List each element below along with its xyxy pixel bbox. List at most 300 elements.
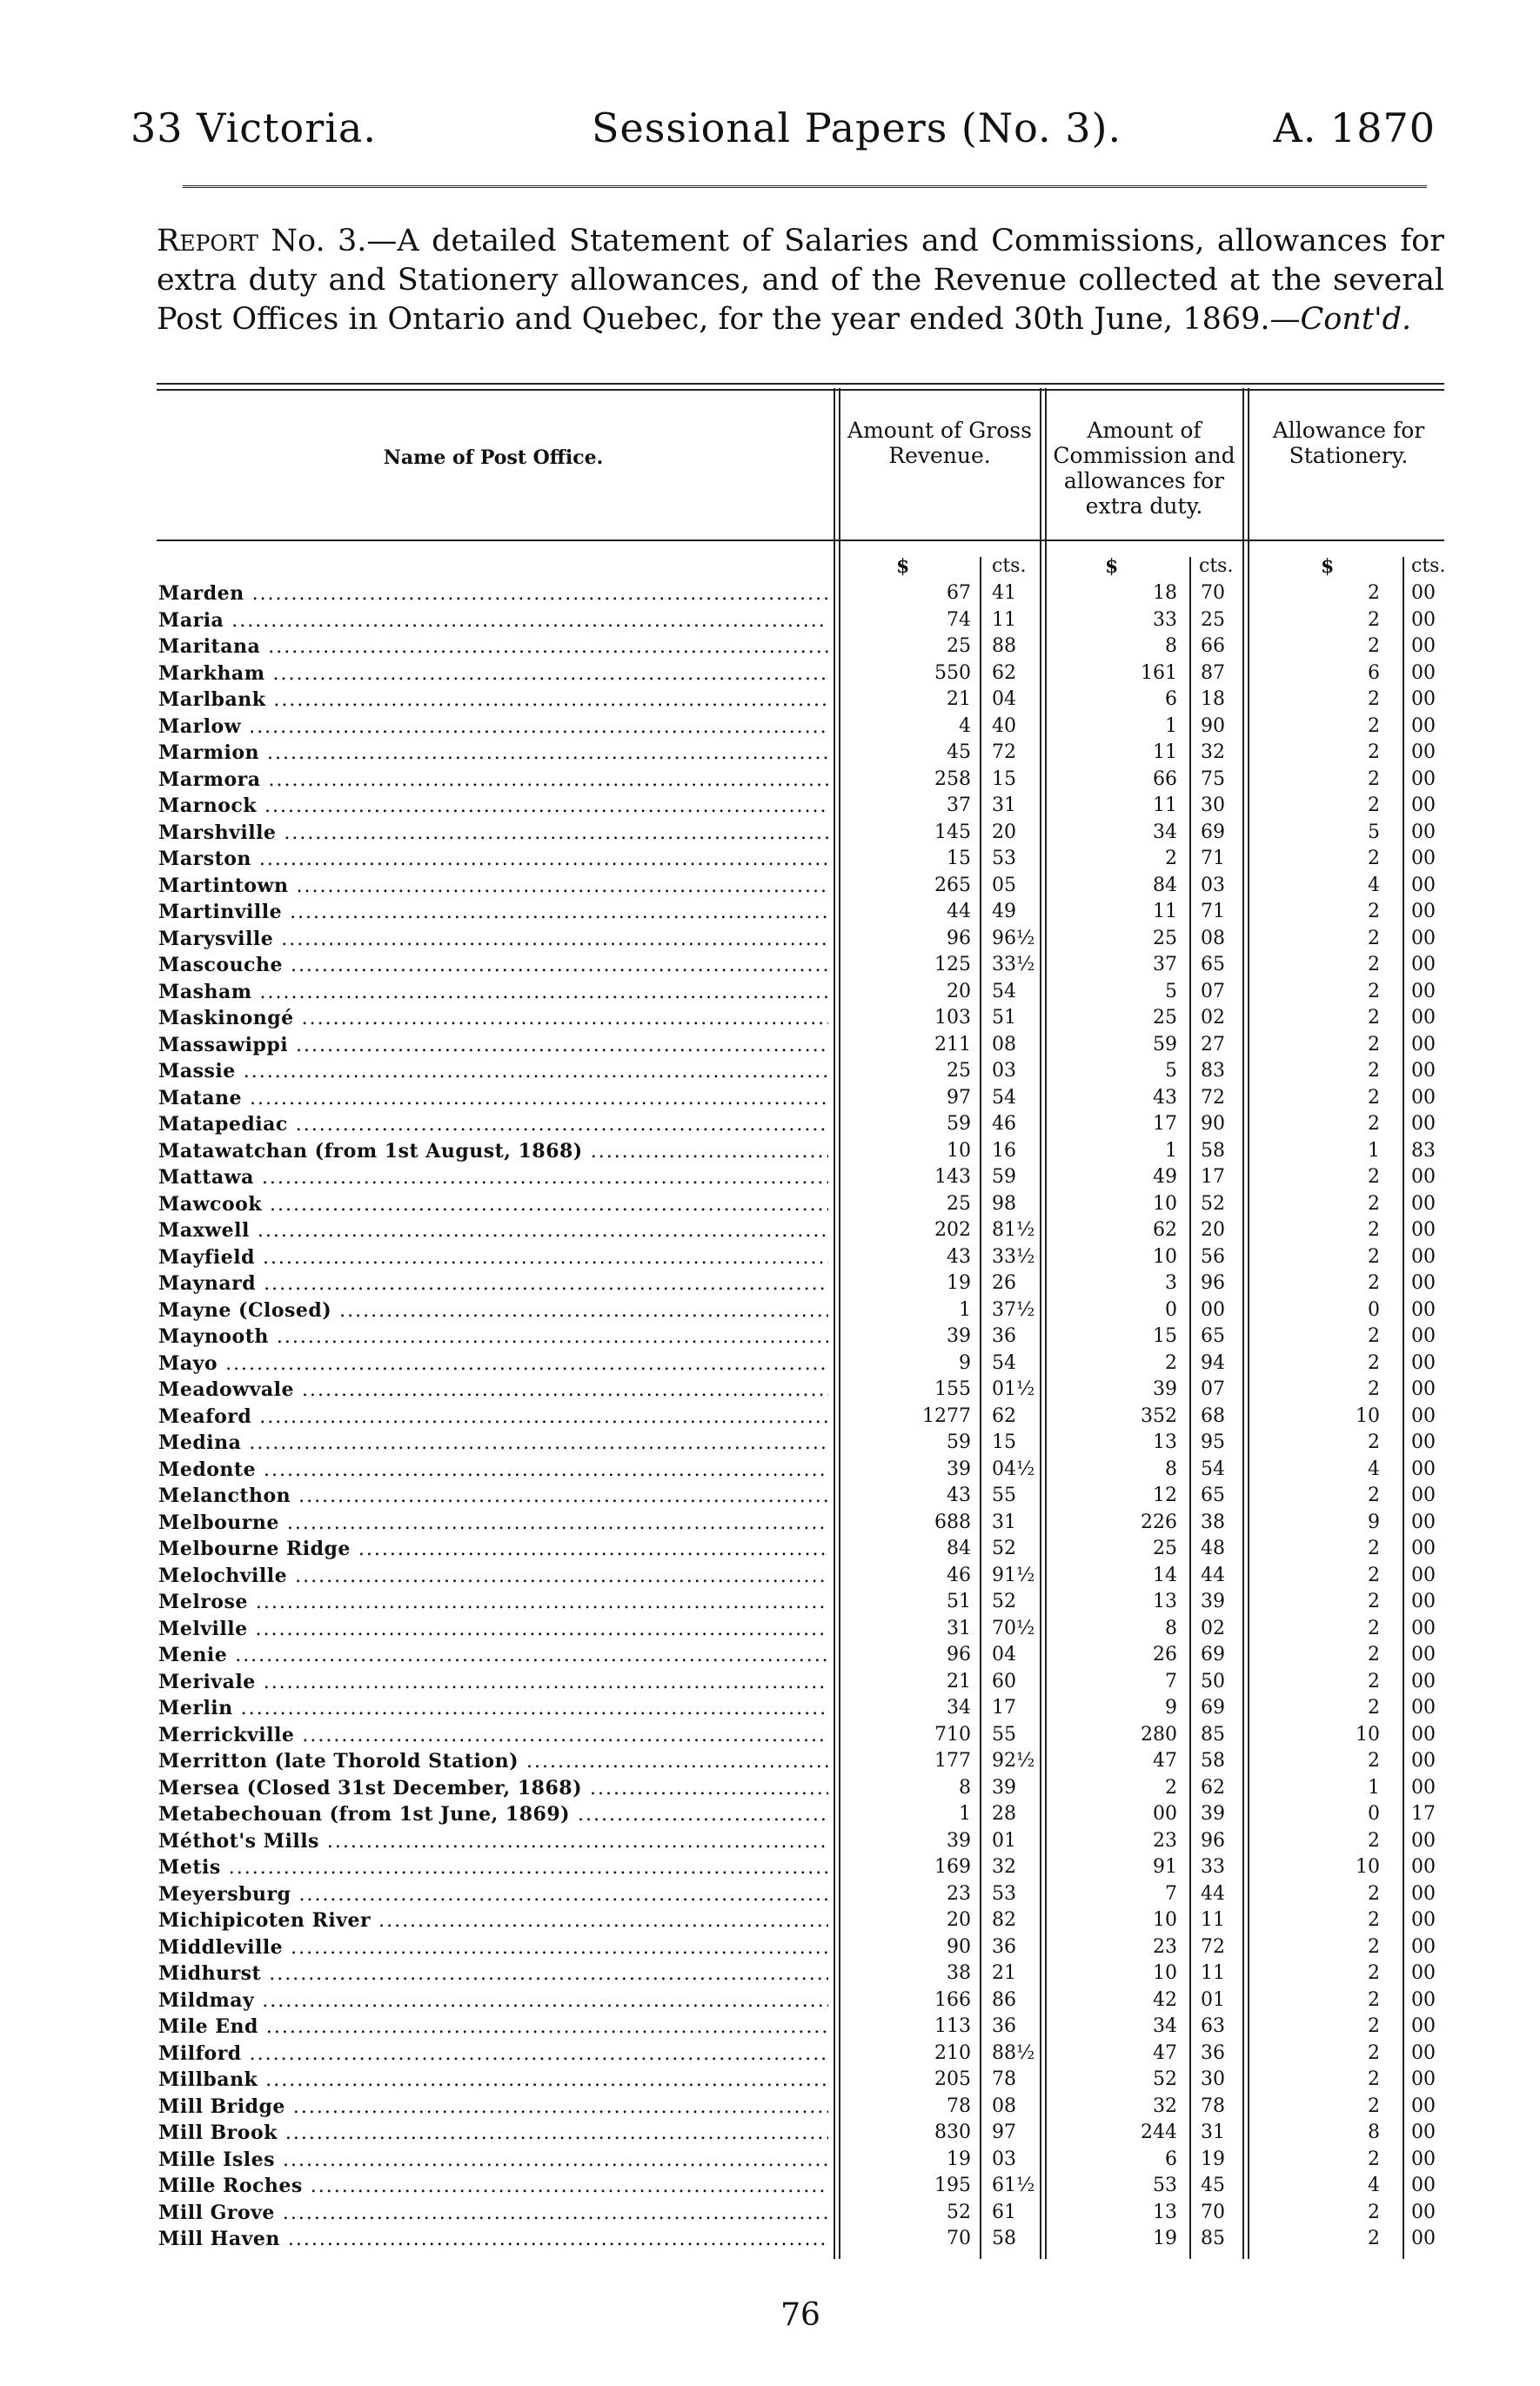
cell-com-d: 1: [1165, 714, 1177, 737]
post-office-name: Méthot's Mills .....: [158, 1828, 828, 1855]
cell-com-d: 49: [1153, 1166, 1177, 1188]
cell-rev-c: 11: [992, 608, 1016, 631]
cell-sta-d: 2: [1368, 2041, 1380, 2064]
cell-rev-c: 32: [992, 1856, 1016, 1878]
cell-sta-c: 00: [1411, 1962, 1436, 1984]
cell-sta-c: 00: [1411, 1245, 1436, 1268]
cell-sta-c: 00: [1411, 848, 1436, 869]
cell-rev-d: 21: [947, 688, 971, 710]
cell-sta-c: 00: [1411, 1404, 1436, 1427]
post-office-name: Mill Grove .....: [158, 2200, 828, 2227]
cell-com-c: 36: [1201, 2041, 1225, 2064]
cell-rev-d: 39: [947, 1458, 971, 1480]
post-office-name: Maritana .....: [158, 633, 828, 660]
cell-sta-c: 00: [1411, 1644, 1436, 1666]
cell-sta-d: 2: [1368, 2228, 1380, 2249]
column-header-name: Name of Post Office.: [383, 446, 604, 469]
cell-sta-d: 2: [1368, 635, 1380, 657]
cell-rev-c: 01½: [992, 1378, 1035, 1400]
cell-sta-d: 2: [1368, 1272, 1380, 1294]
cell-rev-d: 43: [947, 1485, 971, 1506]
cell-sta-d: 2: [1368, 1378, 1380, 1400]
cell-com-d: 2: [1165, 1776, 1177, 1799]
cell-com-c: 39: [1201, 1803, 1225, 1825]
cell-sta-d: 2: [1368, 1431, 1380, 1453]
cell-com-c: 83: [1201, 1060, 1225, 1082]
table-row: [0, 1801, 1540, 1827]
table-row: [0, 2226, 1540, 2252]
cell-com-c: 11: [1201, 1962, 1225, 1984]
cell-rev-c: 36: [992, 1325, 1016, 1347]
post-office-name: Melbourne .....: [158, 1510, 828, 1537]
revenue-dollar-unit: $: [896, 555, 910, 578]
cell-sta-c: 00: [1411, 1458, 1436, 1480]
cell-sta-d: 2: [1368, 1538, 1380, 1559]
cell-com-c: 00: [1201, 1298, 1225, 1321]
post-office-name: Marysville .....: [158, 926, 828, 953]
cell-rev-d: 39: [947, 1829, 971, 1852]
cell-com-c: 25: [1201, 608, 1225, 631]
cell-sta-d: 2: [1368, 1988, 1380, 2011]
table-top-rule-2: [157, 389, 1444, 391]
cell-com-c: 65: [1201, 954, 1225, 975]
table-row: [0, 952, 1540, 978]
cell-com-d: 2: [1165, 1351, 1177, 1374]
cell-rev-d: 710: [934, 1723, 971, 1746]
post-office-name: Melville .....: [158, 1616, 828, 1643]
header-center: Sessional Papers (No. 3).: [592, 104, 1122, 151]
column-header-stationery: Allowance for Stationery.: [1272, 418, 1425, 468]
cell-rev-d: 1277: [922, 1404, 971, 1427]
cell-com-c: 30: [1201, 2068, 1225, 2090]
cell-sta-d: 2: [1368, 1351, 1380, 1374]
cell-sta-c: 00: [1411, 2175, 1436, 2196]
table-top-rule: [157, 383, 1444, 385]
cell-sta-c: 00: [1411, 1113, 1436, 1135]
table-row: [0, 1483, 1540, 1509]
cell-sta-c: 00: [1411, 874, 1436, 896]
cell-com-d: 1: [1165, 1139, 1177, 1162]
cell-sta-d: 10: [1356, 1404, 1380, 1427]
table-row: [0, 1191, 1540, 1217]
cell-sta-c: 00: [1411, 1909, 1436, 1931]
cell-rev-d: 39: [947, 1325, 971, 1347]
cell-com-c: 56: [1201, 1245, 1225, 1268]
table-row: [0, 2200, 1540, 2226]
table-row: [0, 687, 1540, 713]
cell-com-d: 10: [1153, 1909, 1177, 1931]
cell-com-d: 25: [1153, 1007, 1177, 1029]
cell-rev-d: 44: [947, 901, 971, 922]
cell-rev-d: 25: [947, 635, 971, 657]
table-row: [0, 1536, 1540, 1562]
post-office-name: Mile End .....: [158, 2014, 828, 2041]
cell-com-c: 44: [1201, 1882, 1225, 1905]
cell-rev-d: 21: [947, 1670, 971, 1692]
table-row: [0, 2147, 1540, 2173]
header-left: 33 Victoria.: [131, 104, 377, 151]
cell-rev-d: 10: [947, 1139, 971, 1162]
table-row: [0, 1111, 1540, 1137]
cell-sta-d: 2: [1368, 1192, 1380, 1215]
cell-sta-d: 2: [1368, 1166, 1380, 1188]
cell-com-d: 10: [1153, 1245, 1177, 1268]
cell-rev-d: 23: [947, 1882, 971, 1905]
cell-sta-d: 0: [1368, 1298, 1380, 1321]
cell-rev-c: 26: [992, 1272, 1016, 1294]
cell-sta-d: 2: [1368, 767, 1380, 790]
cell-sta-c: 00: [1411, 741, 1436, 763]
cell-sta-d: 2: [1368, 2015, 1380, 2037]
post-office-name: Menie .....: [158, 1642, 828, 1669]
cell-rev-d: 38: [947, 1962, 971, 1984]
cell-com-d: 39: [1153, 1378, 1177, 1400]
table-row: [0, 2120, 1540, 2146]
cell-com-c: 65: [1201, 1325, 1225, 1347]
cell-com-c: 72: [1201, 1935, 1225, 1958]
table-row: [0, 1351, 1540, 1377]
table-row: [0, 1589, 1540, 1615]
table-row: [0, 1058, 1540, 1084]
post-office-name: Metabechouan (from 1st June, 1869) .....: [158, 1801, 828, 1828]
post-office-name: Metis .....: [158, 1854, 828, 1881]
cell-com-c: 90: [1201, 1113, 1225, 1135]
cell-sta-c: 00: [1411, 980, 1436, 1002]
cell-com-d: 7: [1165, 1670, 1177, 1692]
cell-com-d: 6: [1165, 2148, 1177, 2170]
cell-com-c: 95: [1201, 1431, 1225, 1453]
cell-rev-c: 86: [992, 1988, 1016, 2011]
cell-sta-c: 17: [1411, 1803, 1436, 1825]
cell-rev-c: 15: [992, 767, 1016, 790]
header-rule: [183, 185, 1427, 191]
cell-com-d: 13: [1153, 1591, 1177, 1612]
post-office-name: Medonte .....: [158, 1457, 828, 1484]
cell-rev-c: 88: [992, 635, 1016, 657]
cell-sta-c: 00: [1411, 2068, 1436, 2090]
cell-com-d: 12: [1153, 1485, 1177, 1506]
cell-com-d: 280: [1141, 1723, 1177, 1746]
cell-com-d: 8: [1165, 1617, 1177, 1639]
cell-com-d: 17: [1153, 1113, 1177, 1135]
cell-sta-d: 10: [1356, 1723, 1380, 1746]
post-office-name: Marmion .....: [158, 740, 828, 767]
cell-com-d: 62: [1153, 1219, 1177, 1241]
table-row: [0, 1828, 1540, 1854]
cell-sta-c: 00: [1411, 1192, 1436, 1215]
cell-com-d: 52: [1153, 2068, 1177, 2090]
post-office-name: Mersea (Closed 31st December, 1868) .....: [158, 1775, 828, 1802]
cell-sta-c: 00: [1411, 2201, 1436, 2223]
cell-rev-c: 39: [992, 1776, 1016, 1799]
cell-com-c: 71: [1201, 901, 1225, 922]
table-row: [0, 1138, 1540, 1164]
page-number: 76: [780, 2297, 820, 2333]
cell-rev-d: 74: [947, 608, 971, 631]
commission-dollar-unit: $: [1105, 555, 1119, 578]
cell-rev-c: 03: [992, 2148, 1016, 2170]
cell-rev-c: 40: [992, 714, 1016, 737]
cell-com-c: 11: [1201, 1909, 1225, 1931]
post-office-name: Martinville .....: [158, 899, 828, 926]
table-row: [0, 1404, 1540, 1430]
post-office-name: Mayfield .....: [158, 1244, 828, 1271]
cell-sta-d: 2: [1368, 1564, 1380, 1586]
cell-rev-d: 195: [934, 2175, 971, 2196]
post-office-name: Merrickville .....: [158, 1722, 828, 1749]
cell-rev-c: 55: [992, 1485, 1016, 1506]
cell-rev-c: 59: [992, 1166, 1016, 1188]
cell-com-c: 68: [1201, 1404, 1225, 1427]
table-row: [0, 660, 1540, 687]
cell-rev-c: 08: [992, 2094, 1016, 2117]
cell-com-c: 48: [1201, 1538, 1225, 1559]
stationery-dollar-unit: $: [1321, 555, 1335, 578]
cell-sta-d: 9: [1368, 1511, 1380, 1533]
cell-rev-c: 28: [992, 1803, 1016, 1825]
post-office-name: Massie .....: [158, 1058, 828, 1085]
post-office-name: Massawippi .....: [158, 1032, 828, 1059]
cell-sta-d: 1: [1368, 1776, 1380, 1799]
cell-sta-c: 00: [1411, 2121, 1436, 2143]
cell-com-c: 33: [1201, 1856, 1225, 1878]
post-office-name: Mill Bridge .....: [158, 2094, 828, 2121]
cell-sta-d: 2: [1368, 1325, 1380, 1347]
cell-com-d: 11: [1153, 741, 1177, 763]
cell-sta-c: 00: [1411, 1325, 1436, 1347]
cell-com-c: 87: [1201, 661, 1225, 684]
cell-com-c: 18: [1201, 688, 1225, 710]
cell-sta-d: 2: [1368, 1617, 1380, 1639]
cell-sta-c: 00: [1411, 1723, 1436, 1746]
cell-com-d: 161: [1141, 661, 1177, 684]
cell-com-d: 226: [1141, 1511, 1177, 1533]
commission-cents-unit: cts.: [1199, 555, 1234, 577]
cell-com-c: 72: [1201, 1086, 1225, 1109]
cell-sta-d: 2: [1368, 1485, 1380, 1506]
post-office-name: Maskinongé .....: [158, 1005, 828, 1032]
cell-rev-c: 53: [992, 848, 1016, 869]
table-row: [0, 1563, 1540, 1589]
table-row: [0, 1270, 1540, 1297]
cell-rev-d: 169: [934, 1856, 971, 1878]
post-office-name: Mayo .....: [158, 1351, 828, 1377]
table-row: [0, 1987, 1540, 2014]
cell-rev-c: 04½: [992, 1458, 1035, 1480]
cell-com-d: 7: [1165, 1882, 1177, 1905]
post-office-name: Maria .....: [158, 607, 828, 634]
cell-com-d: 3: [1165, 1272, 1177, 1294]
table-row: [0, 1695, 1540, 1721]
cell-com-c: 85: [1201, 2228, 1225, 2249]
cell-com-d: 9: [1165, 1697, 1177, 1719]
cell-rev-c: 61½: [992, 2175, 1035, 2196]
table-row: [0, 926, 1540, 952]
cell-sta-c: 00: [1411, 927, 1436, 949]
cell-rev-d: 25: [947, 1192, 971, 1215]
cell-rev-c: 53: [992, 1882, 1016, 1905]
table-row: [0, 1907, 1540, 1934]
cell-com-c: 58: [1201, 1750, 1225, 1772]
table-row: [0, 846, 1540, 872]
cell-com-d: 34: [1153, 2015, 1177, 2037]
cell-rev-d: 46: [947, 1564, 971, 1586]
cell-rev-d: 70: [947, 2228, 971, 2249]
cell-rev-c: 31: [992, 1511, 1016, 1533]
cell-rev-c: 33½: [992, 954, 1035, 975]
cell-sta-d: 5: [1368, 821, 1380, 843]
cell-rev-c: 88½: [992, 2041, 1035, 2064]
post-office-name: Marlow .....: [158, 714, 828, 741]
cell-rev-d: 143: [934, 1166, 971, 1188]
table-row: [0, 767, 1540, 793]
stationery-cents-unit: cts.: [1411, 555, 1446, 577]
cell-rev-c: 36: [992, 2015, 1016, 2037]
cell-sta-d: 2: [1368, 1007, 1380, 1029]
table-row: [0, 979, 1540, 1005]
cell-com-d: 10: [1153, 1962, 1177, 1984]
cell-rev-d: 96: [947, 1644, 971, 1666]
cell-com-d: 66: [1153, 767, 1177, 790]
cell-rev-d: 177: [934, 1750, 971, 1772]
cell-com-d: 53: [1153, 2175, 1177, 2196]
cell-com-d: 34: [1153, 821, 1177, 843]
cell-sta-d: 4: [1368, 1458, 1380, 1480]
cell-com-d: 2: [1165, 848, 1177, 869]
cell-com-d: 352: [1141, 1404, 1177, 1427]
cell-rev-c: 33½: [992, 1245, 1035, 1268]
cell-rev-c: 54: [992, 1086, 1016, 1109]
cell-rev-c: 52: [992, 1591, 1016, 1612]
cell-rev-d: 258: [934, 767, 971, 790]
cell-sta-c: 00: [1411, 1882, 1436, 1905]
cell-rev-d: 25: [947, 1060, 971, 1082]
cell-rev-d: 9: [959, 1351, 971, 1374]
cell-sta-c: 00: [1411, 821, 1436, 843]
cell-com-c: 19: [1201, 2148, 1225, 2170]
cell-rev-c: 62: [992, 661, 1016, 684]
table-row: [0, 1616, 1540, 1642]
cell-sta-d: 2: [1368, 1086, 1380, 1109]
cell-rev-c: 20: [992, 821, 1016, 843]
cell-sta-c: 00: [1411, 767, 1436, 790]
post-office-name: Mattawa .....: [158, 1164, 828, 1191]
cell-rev-c: 55: [992, 1723, 1016, 1746]
table-row: [0, 1934, 1540, 1960]
cell-rev-d: 8: [959, 1776, 971, 1799]
post-office-name: Melbourne Ridge .....: [158, 1536, 828, 1563]
cell-rev-c: 46: [992, 1113, 1016, 1135]
column-header-commission: Amount of Commission and allowances for extra duty.: [1053, 418, 1235, 519]
cell-rev-c: 21: [992, 1962, 1016, 1984]
cell-rev-d: 67: [947, 582, 971, 604]
cell-com-c: 02: [1201, 1007, 1225, 1029]
cell-sta-c: 00: [1411, 794, 1436, 816]
post-office-name: Meyersburg .....: [158, 1881, 828, 1908]
cell-sta-c: 00: [1411, 714, 1436, 737]
cell-rev-c: 81½: [992, 1219, 1035, 1241]
post-office-name: Marden .....: [158, 580, 828, 607]
cell-com-d: 33: [1153, 608, 1177, 631]
report-label: Report: [157, 224, 258, 258]
cell-rev-d: 1: [959, 1298, 971, 1321]
cell-rev-d: 45: [947, 741, 971, 763]
cell-com-c: 07: [1201, 1378, 1225, 1400]
cell-rev-c: 04: [992, 688, 1016, 710]
post-office-name: Matapediac .....: [158, 1111, 828, 1138]
cell-sta-c: 00: [1411, 2094, 1436, 2117]
post-office-name: Merritton (late Thorold Station) .....: [158, 1748, 828, 1775]
cell-sta-c: 00: [1411, 1219, 1436, 1241]
cell-com-c: 02: [1201, 1617, 1225, 1639]
cell-com-d: 25: [1153, 927, 1177, 949]
cell-sta-d: 2: [1368, 2201, 1380, 2223]
post-office-name: Melrose .....: [158, 1589, 828, 1616]
cell-sta-c: 00: [1411, 1856, 1436, 1878]
cell-sta-c: 00: [1411, 1431, 1436, 1453]
cell-rev-c: 01: [992, 1829, 1016, 1852]
cell-sta-c: 00: [1411, 582, 1436, 604]
cell-sta-c: 00: [1411, 1829, 1436, 1852]
cell-com-d: 47: [1153, 2041, 1177, 2064]
cell-com-d: 19: [1153, 2228, 1177, 2249]
cell-rev-d: 830: [934, 2121, 971, 2143]
cell-rev-c: 92½: [992, 1750, 1035, 1772]
cell-rev-c: 54: [992, 1351, 1016, 1374]
cell-com-d: 23: [1153, 1935, 1177, 1958]
table-row: [0, 1642, 1540, 1668]
cell-com-c: 75: [1201, 767, 1225, 790]
cell-sta-d: 2: [1368, 1113, 1380, 1135]
cell-sta-c: 00: [1411, 1485, 1436, 1506]
cell-sta-d: 2: [1368, 2094, 1380, 2117]
cell-com-c: 44: [1201, 1564, 1225, 1586]
cell-rev-d: 84: [947, 1538, 971, 1559]
cell-com-d: 47: [1153, 1750, 1177, 1772]
cell-com-c: 08: [1201, 927, 1225, 949]
cell-com-d: 43: [1153, 1086, 1177, 1109]
post-office-name: Matane .....: [158, 1085, 828, 1112]
table-row: [0, 1324, 1540, 1350]
cell-rev-d: 59: [947, 1113, 971, 1135]
post-office-name: Melancthon .....: [158, 1483, 828, 1510]
cell-com-d: 13: [1153, 1431, 1177, 1453]
report-contd: Cont'd.: [1300, 302, 1412, 337]
report-description: —A detailed Statement of Salaries and Commissions, allowances for extra duty and Stationery allowances, and of the Revenue collected at the several Post Offices in Ontario and Quebec, for the year ended 30th June, 1869.—: [157, 224, 1444, 337]
cell-rev-d: 103: [934, 1007, 971, 1029]
cell-sta-c: 00: [1411, 1670, 1436, 1692]
cell-sta-d: 2: [1368, 848, 1380, 869]
table-row: [0, 1032, 1540, 1058]
report-number: No. 3.: [271, 224, 367, 258]
table-row: [0, 820, 1540, 846]
cell-rev-c: 97: [992, 2121, 1016, 2143]
cell-sta-c: 00: [1411, 1272, 1436, 1294]
table-row: [0, 1297, 1540, 1324]
cell-com-d: 37: [1153, 954, 1177, 975]
cell-rev-d: 155: [934, 1378, 971, 1400]
post-office-name: Mawcook .....: [158, 1191, 828, 1218]
cell-sta-c: 00: [1411, 1351, 1436, 1374]
cell-sta-d: 10: [1356, 1856, 1380, 1878]
cell-com-c: 71: [1201, 848, 1225, 869]
table-row: [0, 740, 1540, 766]
table-row: [0, 2094, 1540, 2120]
table-row: [0, 1430, 1540, 1456]
cell-sta-c: 00: [1411, 2228, 1436, 2249]
cell-sta-c: 00: [1411, 1776, 1436, 1799]
cell-rev-d: 31: [947, 1617, 971, 1639]
